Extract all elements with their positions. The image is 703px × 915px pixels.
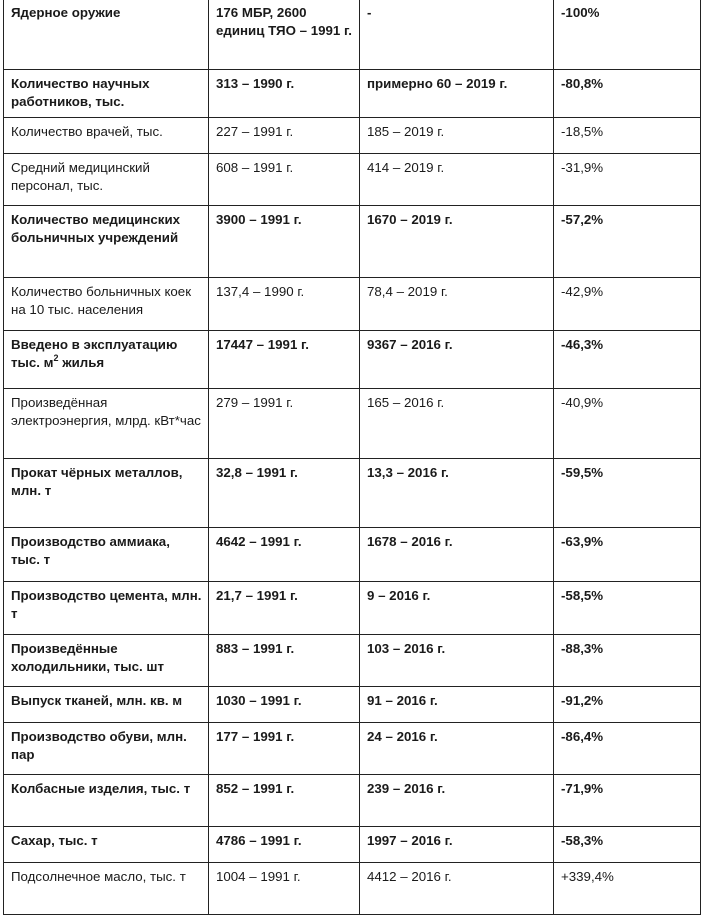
value-after-cell: -: [360, 0, 554, 70]
value-before-cell: 21,7 – 1991 г.: [209, 582, 360, 635]
table-row: [4, 635, 701, 687]
indicator-cell: Производство аммиака, тыс. т: [4, 528, 209, 582]
change-cell: -59,5%: [554, 459, 701, 528]
value-before-cell: 608 – 1991 г.: [209, 154, 360, 206]
value-after-cell: 4412 – 2016 г.: [360, 863, 554, 915]
value-before-cell: 3900 – 1991 г.: [209, 206, 360, 278]
indicator-cell: Количество врачей, тыс.: [4, 118, 209, 154]
change-cell: -58,3%: [554, 827, 701, 863]
indicator-cell: Количество больничных коек на 10 тыс. населения: [4, 278, 209, 331]
value-after-cell: 165 – 2016 г.: [360, 389, 554, 459]
value-after-cell: 185 – 2019 г.: [360, 118, 554, 154]
value-before-cell: 883 – 1991 г.: [209, 635, 360, 687]
value-before-cell: 1030 – 1991 г.: [209, 687, 360, 723]
table-row: [4, 154, 701, 206]
indicator-cell: Количество медицинских больничных учреждений: [4, 206, 209, 278]
table-row: [4, 206, 701, 278]
change-cell: -18,5%: [554, 118, 701, 154]
change-cell: -100%: [554, 0, 701, 70]
indicator-cell: Средний медицинский персонал, тыс.: [4, 154, 209, 206]
value-before-cell: 177 – 1991 г.: [209, 723, 360, 775]
change-cell: -57,2%: [554, 206, 701, 278]
value-after-cell: 13,3 – 2016 г.: [360, 459, 554, 528]
change-cell: -91,2%: [554, 687, 701, 723]
change-cell: +339,4%: [554, 863, 701, 915]
table-row: [4, 331, 701, 389]
indicator-cell: Количество научных работников, тыс.: [4, 70, 209, 118]
value-before-cell: 32,8 – 1991 г.: [209, 459, 360, 528]
value-before-cell: 17447 – 1991 г.: [209, 331, 360, 389]
indicator-cell: Сахар, тыс. т: [4, 827, 209, 863]
indicator-cell: Прокат чёрных металлов, млн. т: [4, 459, 209, 528]
value-after-cell: 103 – 2016 г.: [360, 635, 554, 687]
indicator-cell: Производство цемента, млн. т: [4, 582, 209, 635]
indicator-text-end: жилья: [58, 355, 105, 370]
change-cell: -86,4%: [554, 723, 701, 775]
change-cell: -71,9%: [554, 775, 701, 827]
table-row: [4, 827, 701, 863]
change-cell: -80,8%: [554, 70, 701, 118]
table-row: [4, 723, 701, 775]
value-before-cell: 852 – 1991 г.: [209, 775, 360, 827]
table-row: [4, 459, 701, 528]
change-cell: -63,9%: [554, 528, 701, 582]
value-after-cell: 414 – 2019 г.: [360, 154, 554, 206]
indicator-cell: Произведённая электроэнергия, млрд. кВт*час: [4, 389, 209, 459]
change-cell: -58,5%: [554, 582, 701, 635]
change-cell: -40,9%: [554, 389, 701, 459]
change-cell: -88,3%: [554, 635, 701, 687]
value-after-cell: 9367 – 2016 г.: [360, 331, 554, 389]
value-before-cell: 4786 – 1991 г.: [209, 827, 360, 863]
indicator-cell: Колбасные изделия, тыс. т: [4, 775, 209, 827]
superscript: 2: [53, 353, 59, 363]
value-before-cell: 279 – 1991 г.: [209, 389, 360, 459]
value-after-cell: 1678 – 2016 г.: [360, 528, 554, 582]
value-before-cell: 4642 – 1991 г.: [209, 528, 360, 582]
value-after-cell: 24 – 2016 г.: [360, 723, 554, 775]
indicator-cell: Подсолнечное масло, тыс. т: [4, 863, 209, 915]
indicator-cell: Ядерное оружие: [4, 0, 209, 70]
table-row: [4, 118, 701, 154]
indicator-text: Введено в эксплуатацию тыс. м: [11, 337, 178, 370]
change-cell: -31,9%: [554, 154, 701, 206]
table-row: [4, 863, 701, 915]
table-row: [4, 528, 701, 582]
table-row: [4, 687, 701, 723]
value-after-cell: примерно 60 – 2019 г.: [360, 70, 554, 118]
statistics-table: [3, 0, 701, 915]
table-row: [4, 582, 701, 635]
indicator-cell: Производство обуви, млн. пар: [4, 723, 209, 775]
indicator-cell: [4, 331, 209, 389]
value-before-cell: 227 – 1991 г.: [209, 118, 360, 154]
value-before-cell: 1004 – 1991 г.: [209, 863, 360, 915]
table-row: [4, 70, 701, 118]
value-after-cell: 1997 – 2016 г.: [360, 827, 554, 863]
indicator-cell: Выпуск тканей, млн. кв. м: [4, 687, 209, 723]
change-cell: -46,3%: [554, 331, 701, 389]
value-before-cell: 137,4 – 1990 г.: [209, 278, 360, 331]
value-after-cell: 78,4 – 2019 г.: [360, 278, 554, 331]
value-after-cell: 1670 – 2019 г.: [360, 206, 554, 278]
value-after-cell: 9 – 2016 г.: [360, 582, 554, 635]
table-row: [4, 0, 701, 70]
table-row: [4, 775, 701, 827]
table-row: [4, 278, 701, 331]
change-cell: -42,9%: [554, 278, 701, 331]
value-after-cell: 91 – 2016 г.: [360, 687, 554, 723]
value-before-cell: 176 МБР, 2600 единиц ТЯО – 1991 г.: [209, 0, 360, 70]
value-after-cell: 239 – 2016 г.: [360, 775, 554, 827]
value-before-cell: 313 – 1990 г.: [209, 70, 360, 118]
indicator-cell: Произведённые холодильники, тыс. шт: [4, 635, 209, 687]
table-row: [4, 389, 701, 459]
